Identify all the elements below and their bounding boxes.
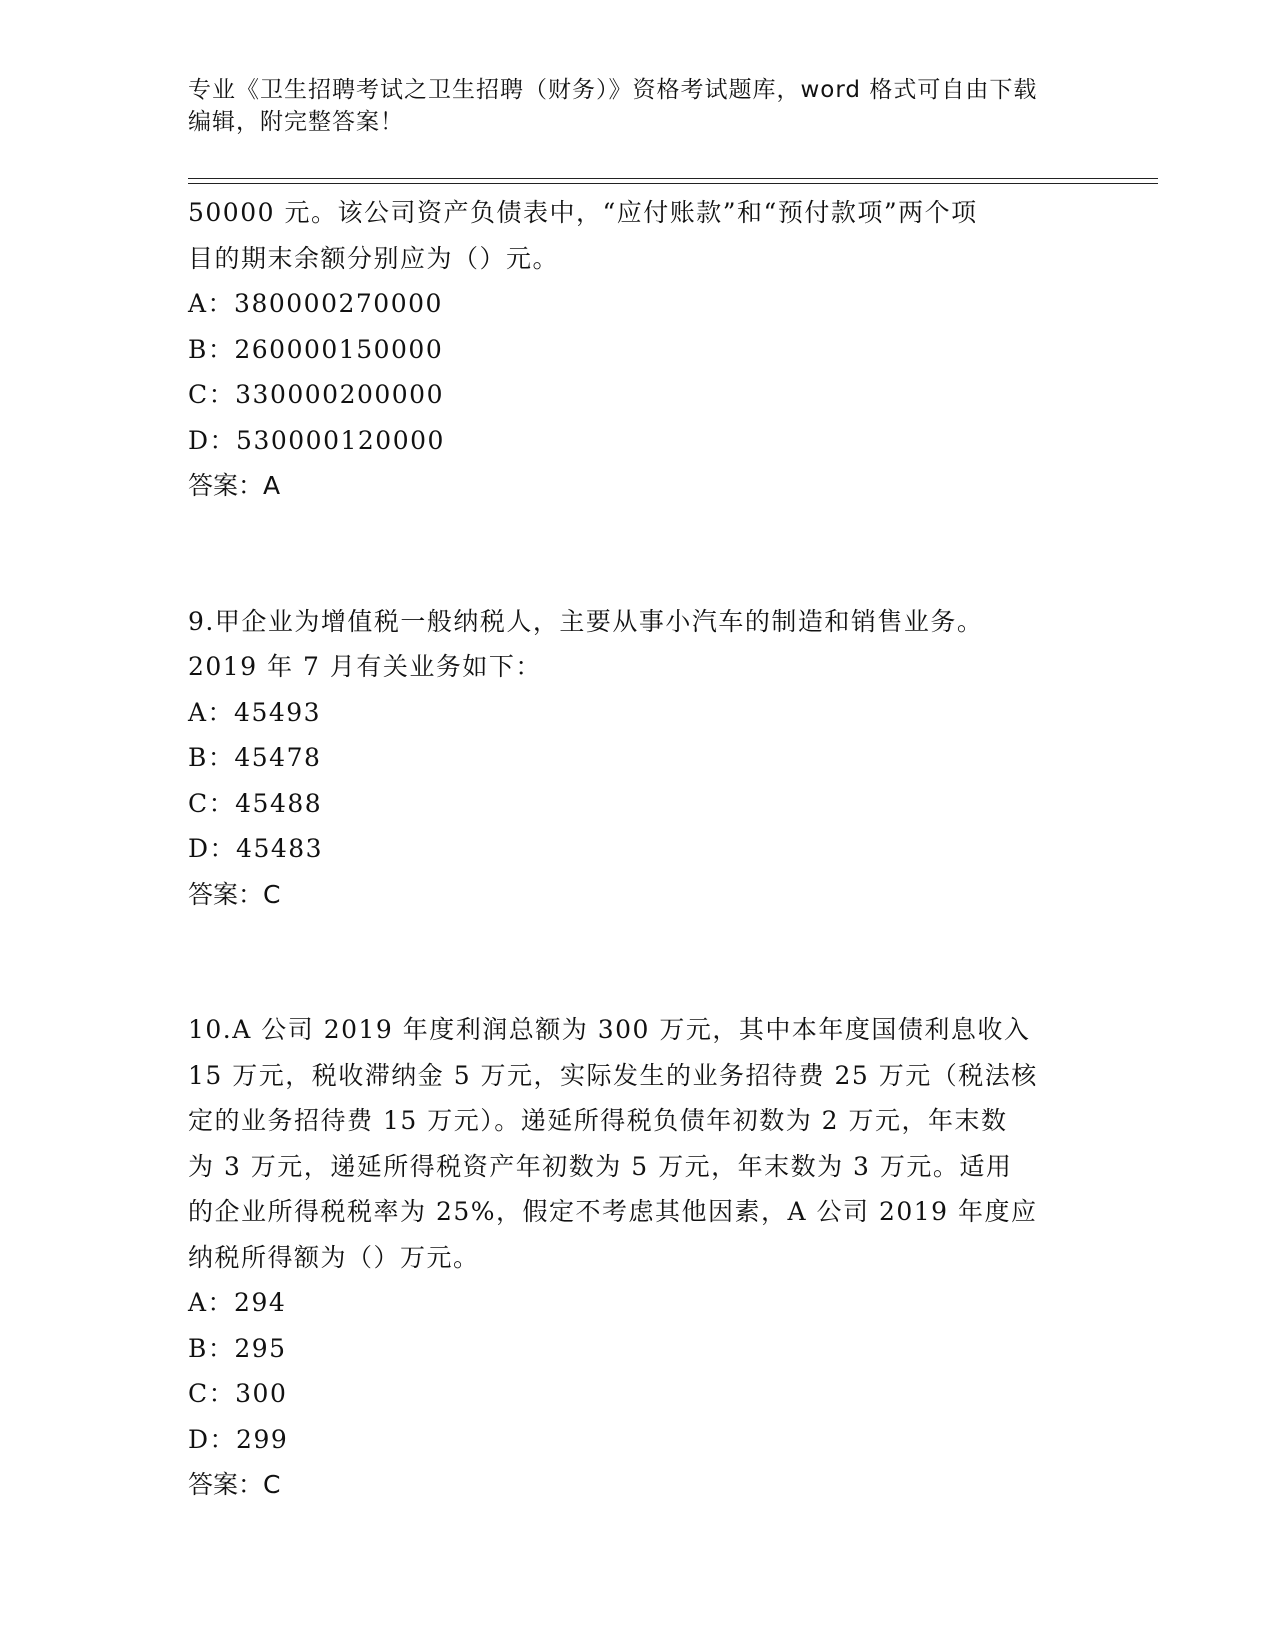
answer-label: 答案：A <box>188 471 281 500</box>
option-c: C：300 <box>188 1379 288 1408</box>
question-list <box>188 190 1088 1508</box>
option-b: B：45478 <box>188 743 322 772</box>
question-stem-line: 50000 元。该公司资产负债表中，“应付账款”和“预付款项”两个项 <box>188 198 978 227</box>
header-line-1: 专业《卫生招聘考试之卫生招聘（财务）》资格考试题库，word 格式可自由下载 <box>188 77 1038 103</box>
question-8 <box>188 190 1088 509</box>
document-header <box>188 74 1088 138</box>
option-d: D：299 <box>188 1424 289 1454</box>
header-divider-bottom <box>188 183 1158 184</box>
option-d: D：45483 <box>188 834 324 863</box>
question-stem-line: 目的期末余额分别应为（）元。 <box>188 243 560 273</box>
option-c: C：45488 <box>188 788 323 818</box>
question-spacer <box>188 509 1088 599</box>
question-spacer <box>188 917 1088 1007</box>
option-a: A：45493 <box>188 697 322 727</box>
option-c: C：330000200000 <box>188 380 444 409</box>
question-9 <box>188 599 1088 918</box>
header-divider-top <box>188 178 1158 179</box>
answer-label: 答案：C <box>188 879 281 909</box>
question-stem-line: 纳税所得额为（）万元。 <box>188 1242 480 1272</box>
question-stem-line: 为 3 万元，递延所得税资产年初数为 5 万元，年末数为 3 万元。适用 <box>188 1151 1013 1181</box>
question-stem-line: 9.甲企业为增值税一般纳税人，主要从事小汽车的制造和销售业务。 <box>188 606 984 636</box>
question-10 <box>188 1007 1088 1508</box>
header-line-2: 编辑，附完整答案！ <box>188 109 404 135</box>
question-stem-line: 15 万元，税收滞纳金 5 万元，实际发生的业务招待费 25 万元（税法核 <box>188 1060 1038 1090</box>
option-a: A：294 <box>188 1288 287 1317</box>
option-d: D：530000120000 <box>188 425 445 455</box>
option-b: B：295 <box>188 1333 287 1363</box>
question-stem-line: 定的业务招待费 15 万元）。递延所得税负债年初数为 2 万元，年末数 <box>188 1106 1008 1135</box>
question-stem-line: 10.A 公司 2019 年度利润总额为 300 万元，其中本年度国债利息收入 <box>188 1015 1031 1044</box>
answer-label: 答案：C <box>188 1470 281 1499</box>
question-stem-line: 的企业所得税税率为 25%，假定不考虑其他因素，A 公司 2019 年度应 <box>188 1197 1038 1226</box>
question-stem-line: 2019 年 7 月有关业务如下： <box>188 652 542 681</box>
option-a: A：380000270000 <box>188 289 443 318</box>
option-b: B：260000150000 <box>188 334 444 364</box>
